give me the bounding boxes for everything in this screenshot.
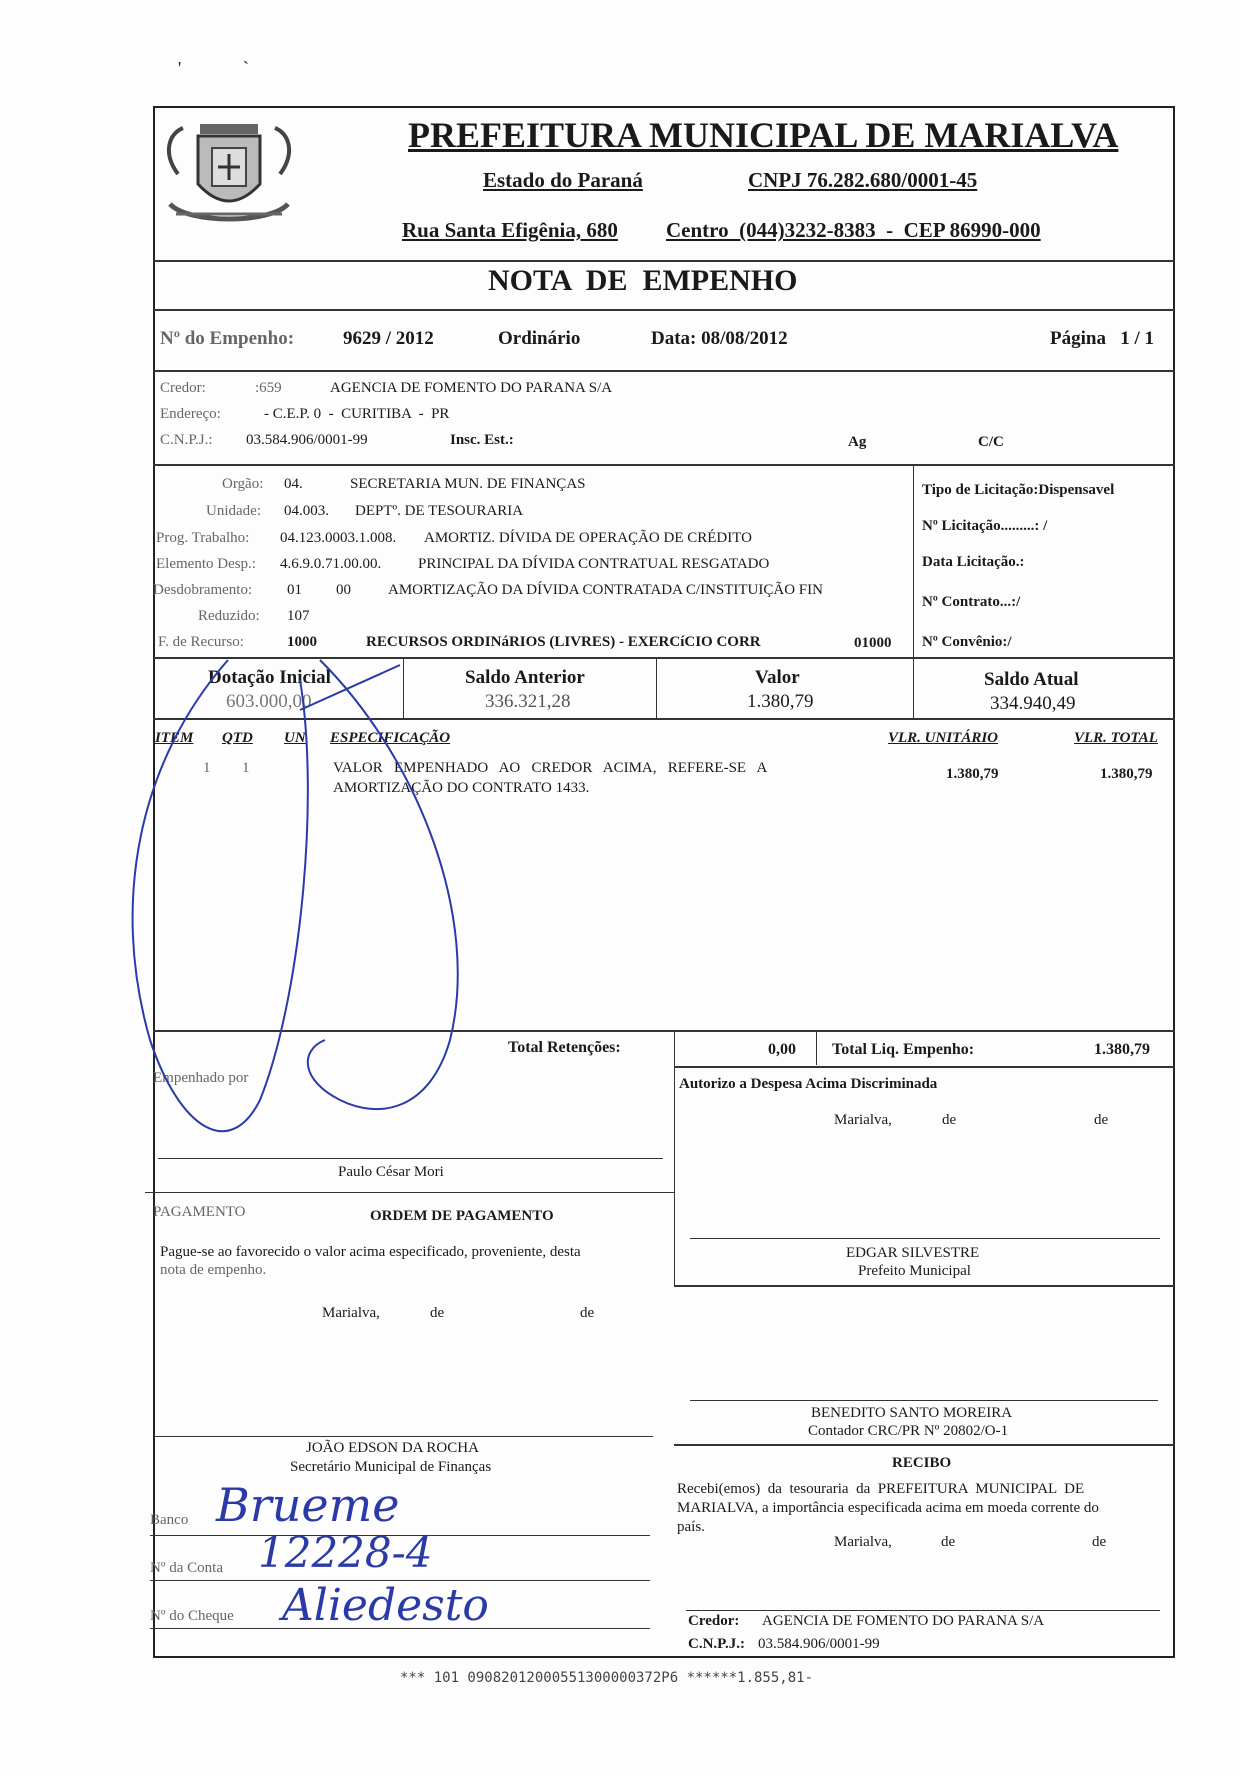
prog-label: Prog. Trabalho: xyxy=(156,530,250,546)
secretario-role: Secretário Municipal de Finanças xyxy=(290,1459,492,1475)
col-qtd: QTD xyxy=(222,730,253,746)
desdobramento-a: 01 xyxy=(287,582,302,598)
cnpj-label: C.N.P.J.: xyxy=(160,432,213,448)
credor-label: Credor: xyxy=(160,380,206,396)
endereco-label: Endereço: xyxy=(160,406,221,422)
pagamento-text1: Pague-se ao favorecido o valor acima especificado, proveniente, desta xyxy=(160,1244,581,1260)
reduzido-label: Reduzido: xyxy=(198,608,260,624)
page-number: Página 1 / 1 xyxy=(1050,328,1154,349)
liquido-value: 1.380,79 xyxy=(1094,1041,1150,1058)
street-address: Rua Santa Efigênia, 680 xyxy=(402,218,618,242)
tipo-licitacao: Tipo de Licitação:Dispensavel xyxy=(922,482,1115,498)
retencoes-value: 0,00 xyxy=(768,1041,796,1058)
autorizo-title: Autorizo a Despesa Acima Discriminada xyxy=(679,1076,938,1092)
recibo-cnpj-label: C.N.P.J.: xyxy=(688,1636,745,1652)
recibo-text2: MARIALVA, a importância especificada acima em moeda corrente do xyxy=(677,1500,1099,1516)
desdobramento-label: Desdobramento: xyxy=(153,582,253,598)
dotacao-label: Dotação Inicial xyxy=(208,667,331,688)
data-licitacao: Data Licitação.: xyxy=(922,554,1025,570)
pagamento-text2: nota de empenho. xyxy=(160,1262,267,1278)
elemento-code: 4.6.9.0.71.00.00. xyxy=(280,556,382,572)
autorizo-de1: de xyxy=(942,1112,957,1128)
col-especificacao: ESPECIFICAÇÃO xyxy=(330,730,451,746)
pagamento-label: PAGAMENTO xyxy=(153,1204,246,1220)
saldo-atual-label: Saldo Atual xyxy=(984,669,1079,690)
recibo-text3: país. xyxy=(677,1519,705,1535)
coat-of-arms-icon xyxy=(158,114,300,234)
col-un: UN xyxy=(284,730,306,746)
prefeito-signer: EDGAR SILVESTRE xyxy=(846,1245,980,1261)
municipality-title: PREFEITURA MUNICIPAL DE MARIALVA xyxy=(408,115,1119,155)
empenhado-signer: Paulo César Mori xyxy=(338,1164,444,1180)
pagamento-de2: de xyxy=(580,1305,595,1321)
empenho-type: Ordinário xyxy=(498,328,581,349)
credor-code: :659 xyxy=(255,380,282,396)
empenhado-label: Empenhado por xyxy=(153,1070,249,1086)
recurso-number: 01000 xyxy=(854,635,892,651)
prog-desc: AMORTIZ. DÍVIDA DE OPERAÇÃO DE CRÉDITO xyxy=(424,530,752,546)
item-desc-line1: VALOR EMPENHADO AO CREDOR ACIMA, REFERE-SE A xyxy=(333,760,768,776)
orgao-label: Orgão: xyxy=(222,476,264,492)
item-qtd: 1 xyxy=(242,760,250,776)
item-total-value: 1.380,79 xyxy=(1100,766,1153,782)
recurso-label: F. de Recurso: xyxy=(158,634,244,650)
empenho-label: Nº do Empenho: xyxy=(160,328,295,349)
cheque-label: Nº do Cheque xyxy=(150,1608,234,1624)
ordem-pagamento-title: ORDEM DE PAGAMENTO xyxy=(370,1208,554,1224)
col-vlr-unitario: VLR. UNITÁRIO xyxy=(888,730,999,746)
numero-licitacao: Nº Licitação.........: / xyxy=(922,518,1048,534)
valor-label: Valor xyxy=(755,667,800,688)
recibo-text1: Recebi(emos) da tesouraria da PREFEITURA MUNICIPAL DE xyxy=(677,1481,1085,1497)
dotacao-value: 603.000,00 xyxy=(226,691,312,712)
elemento-desc: PRINCIPAL DA DÍVIDA CONTRATUAL RESGATADO xyxy=(418,556,770,572)
item-number: 1 xyxy=(203,760,211,776)
recurso-code: 1000 xyxy=(287,634,317,650)
pagamento-city: Marialva, xyxy=(322,1305,380,1321)
empenho-number: 9629 / 2012 xyxy=(343,328,434,349)
autorizo-de2: de xyxy=(1094,1112,1109,1128)
banco-handwritten: Brueme xyxy=(216,1478,400,1532)
footer-code: *** 101 09082012000551300000372P6 ******1.855,81- xyxy=(400,1670,814,1686)
contador-signer: BENEDITO SANTO MOREIRA xyxy=(811,1405,1013,1421)
item-desc-line2: AMORTIZAÇÃO DO CONTRATO 1433. xyxy=(333,780,590,796)
recibo-title: RECIBO xyxy=(892,1455,952,1471)
recibo-city: Marialva, xyxy=(834,1534,892,1550)
agencia-label: Ag xyxy=(848,434,867,450)
pagamento-de1: de xyxy=(430,1305,445,1321)
orgao-code: 04. xyxy=(284,476,303,492)
valor-value: 1.380,79 xyxy=(747,691,814,712)
numero-contrato: Nº Contrato...:/ xyxy=(922,594,1021,610)
credor-cnpj: 03.584.906/0001-99 xyxy=(246,432,368,448)
document-title: NOTA DE EMPENHO xyxy=(488,264,798,297)
prog-code: 04.123.0003.1.008. xyxy=(280,530,397,546)
elemento-label: Elemento Desp.: xyxy=(156,556,256,572)
cheque-handwritten: Aliedesto xyxy=(282,1580,489,1631)
conta-handwritten: 12228-4 xyxy=(258,1528,433,1577)
conta-corrente-label: C/C xyxy=(978,434,1004,450)
scan-mark: ' xyxy=(178,58,182,78)
unidade-desc: DEPTº. DE TESOURARIA xyxy=(355,503,524,519)
empenho-date: Data: 08/08/2012 xyxy=(651,328,788,349)
col-vlr-total: VLR. TOTAL xyxy=(1074,730,1158,746)
desdobramento-desc: AMORTIZAÇÃO DA DÍVIDA CONTRATADA C/INSTITUIÇÃO FIN xyxy=(388,582,823,598)
unidade-label: Unidade: xyxy=(206,503,261,519)
recibo-credor-name: AGENCIA DE FOMENTO DO PARANA S/A xyxy=(762,1613,1045,1629)
secretario-signer: JOÃO EDSON DA ROCHA xyxy=(306,1440,479,1456)
insc-est-label: Insc. Est.: xyxy=(450,432,514,448)
recurso-desc: RECURSOS ORDINáRIOS (LIVRES) - EXERCíCIO CORR xyxy=(366,634,761,650)
recibo-de2: de xyxy=(1092,1534,1107,1550)
conta-label: Nº da Conta xyxy=(150,1560,223,1576)
phone-cep: Centro (044)3232-8383 - CEP 86990-000 xyxy=(666,218,1041,242)
prefeito-role: Prefeito Municipal xyxy=(858,1263,971,1279)
endereco-value: - C.E.P. 0 - CURITIBA - PR xyxy=(264,406,450,422)
scan-mark: ` xyxy=(243,58,249,78)
cnpj-header: CNPJ 76.282.680/0001-45 xyxy=(748,168,978,192)
state-name: Estado do Paraná xyxy=(483,168,643,192)
reduzido-value: 107 xyxy=(287,608,310,624)
desdobramento-b: 00 xyxy=(336,582,351,598)
autorizo-city: Marialva, xyxy=(834,1112,892,1128)
item-unit-value: 1.380,79 xyxy=(946,766,999,782)
credor-name: AGENCIA DE FOMENTO DO PARANA S/A xyxy=(330,380,613,396)
contador-role: Contador CRC/PR Nº 20802/O-1 xyxy=(808,1423,1009,1439)
saldo-atual-value: 334.940,49 xyxy=(990,693,1076,714)
col-item: ITEM xyxy=(155,730,194,746)
retencoes-label: Total Retenções: xyxy=(508,1039,621,1056)
numero-convenio: Nº Convênio:/ xyxy=(922,634,1012,650)
unidade-code: 04.003. xyxy=(284,503,329,519)
recibo-cnpj: 03.584.906/0001-99 xyxy=(758,1636,880,1652)
banco-label: Banco xyxy=(150,1512,189,1528)
orgao-desc: SECRETARIA MUN. DE FINANÇAS xyxy=(350,476,586,492)
recibo-credor-label: Credor: xyxy=(688,1613,740,1629)
liquido-label: Total Liq. Empenho: xyxy=(832,1041,975,1058)
saldo-anterior-value: 336.321,28 xyxy=(485,691,571,712)
saldo-anterior-label: Saldo Anterior xyxy=(465,667,585,688)
recibo-de1: de xyxy=(941,1534,956,1550)
